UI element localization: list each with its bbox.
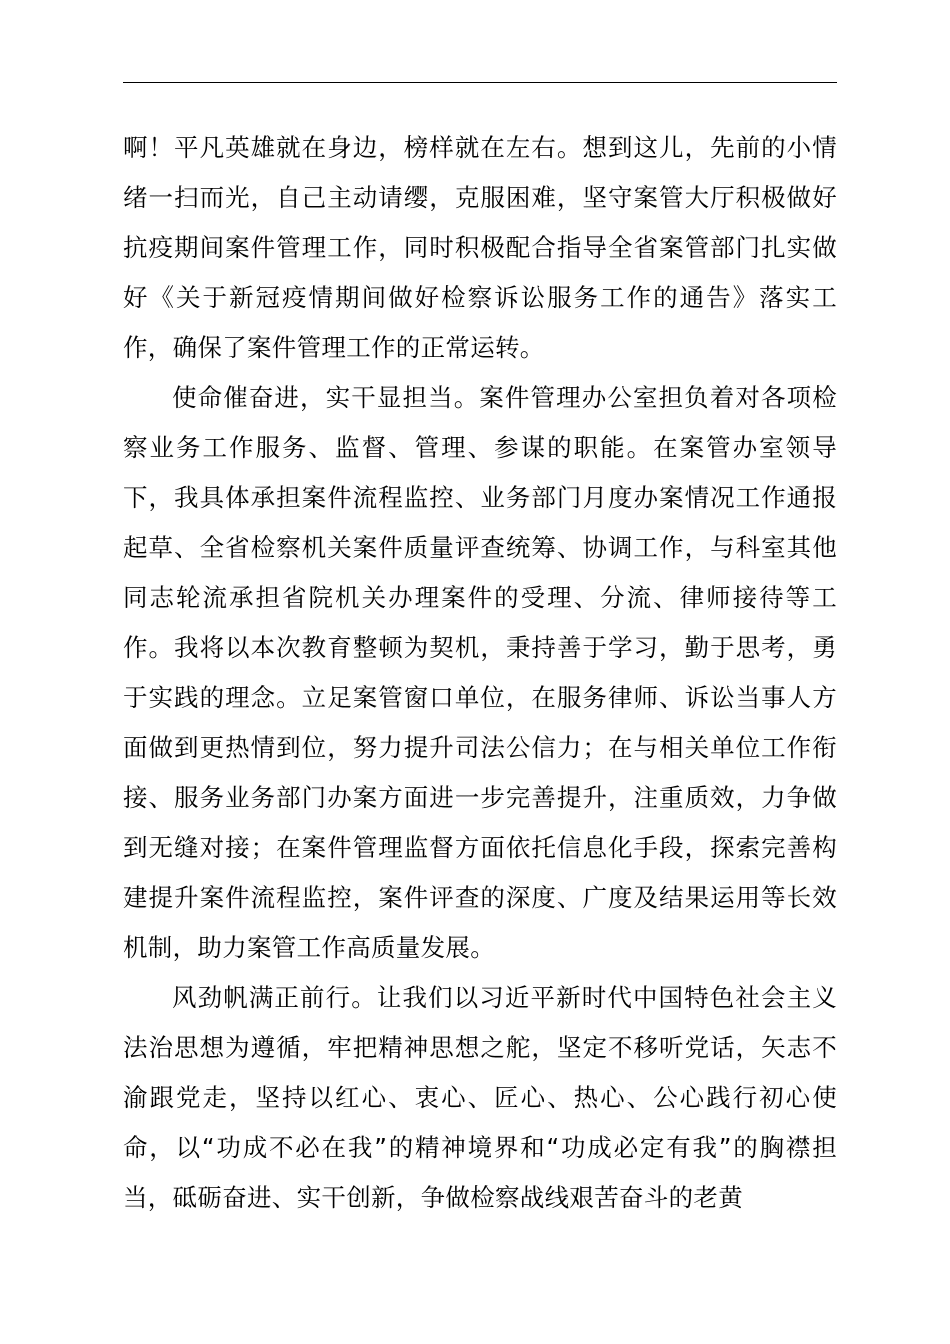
paragraph: 风劲帆满正前行。让我们以习近平新时代中国特色社会主义法治思想为遵循，牢把精神思想之舵，坚定不移听党话，矢志不渝跟党走，坚持以红心、衷心、匠心、热心、公心践行初心使命，以“功成不必在我”的精神境界和“功成必定有我”的胸襟担当，砥砺奋进、实干创新，争做检察战线艰苦奋斗的老黄: [123, 983, 837, 1212]
paragraph: 使命催奋进，实干显担当。案件管理办公室担负着对各项检察业务工作服务、监督、管理、参谋的职能。在案管办室领导下，我具体承担案件流程监控、业务部门月度办案情况工作通报起草、全省检察机关案件质量评查统筹、协调工作，与科室其他同志轮流承担省院机关办理案件的受理、分流、律师接待等工作。我将以本次教育整顿为契机，秉持善于学习，勤于思考，勇于实践的理念。立足案管窗口单位，在服务律师、诉讼当事人方面做到更热情到位，努力提升司法公信力；在与相关单位工作衔接、服务业务部门办案方面进一步完善提升，注重质效，力争做到无缝对接；在案件管理监督方面依托信息化手段，探索完善构建提升案件流程监控，案件评查的深度、广度及结果运用等长效机制，助力案管工作高质量发展。: [123, 383, 837, 962]
header-rule: [123, 82, 837, 83]
paragraph: 啊！平凡英雄就在身边，榜样就在左右。想到这儿，先前的小情绪一扫而光，自己主动请缨，克服困难，坚守案管大厅积极做好抗疫期间案件管理工作，同时积极配合指导全省案管部门扎实做好《关于新冠疫情期间做好检察诉讼服务工作的通告》落实工作，确保了案件管理工作的正常运转。: [123, 133, 837, 362]
page-body: [123, 123, 837, 1223]
